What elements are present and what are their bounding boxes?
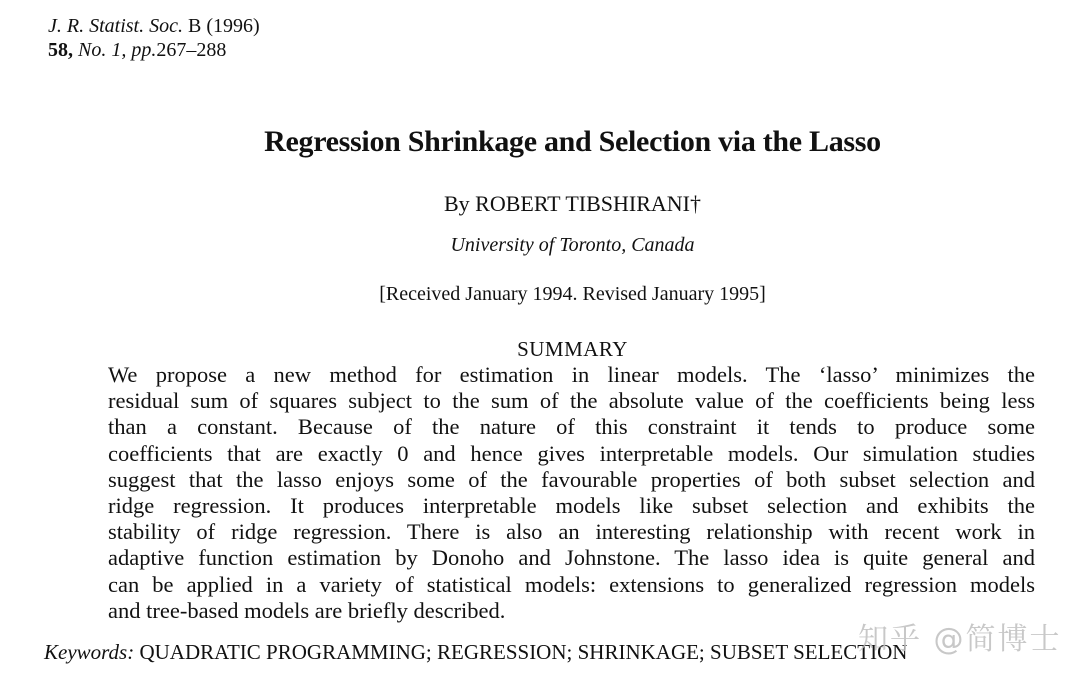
- abstract-line: adaptive function estimation by Donoho and Johnstone. The lasso idea is quite general and: [108, 545, 1035, 571]
- watermark: 知乎 @简博士: [858, 622, 1062, 657]
- abstract-line: coefficients that are exactly 0 and hence gives interpretable models. Our simulation studies: [108, 440, 1035, 466]
- abstract-line: and tree-based models are briefly described.: [108, 597, 506, 623]
- journal-citation: [48, 14, 260, 62]
- journal-line-1: [48, 14, 260, 38]
- summary-heading: SUMMARY: [517, 337, 628, 361]
- journal-issue: No. 1,: [78, 39, 127, 61]
- abstract-line: residual sum of squares subject to the sum of the absolute value of the coefficients being less: [108, 388, 1035, 414]
- paper-author: By ROBERT TIBSHIRANI†: [443, 191, 701, 216]
- abstract-line: stability of ridge regression. There is also an interesting relationship with recent work in: [108, 519, 1035, 545]
- abstract-line: ridge regression. It produces interpretable models like subset selection and exhibits the: [108, 492, 1035, 518]
- author-affiliation: University of Toronto, Canada: [450, 234, 695, 256]
- abstract-line: suggest that the lasso enjoys some of the favourable properties of both subset selection and: [108, 466, 1035, 492]
- journal-name: J. R. Statist. Soc.: [48, 15, 183, 37]
- journal-volume: 58,: [48, 39, 73, 61]
- abstract-line: We propose a new method for estimation in linear models. The ‘lasso’ minimizes the: [108, 362, 1035, 387]
- journal-line-2: [48, 38, 260, 62]
- abstract-line: can be applied in a variety of statistical models: extensions to generalized regression models: [108, 571, 1035, 597]
- paper-title: Regression Shrinkage and Selection via the Lasso: [264, 125, 881, 158]
- journal-pages-label: pp.: [131, 39, 157, 61]
- journal-series: B (1996): [187, 15, 260, 37]
- journal-pages: 267–288: [156, 39, 227, 61]
- received-dates: [Received January 1994. Revised January 1995]: [379, 283, 766, 305]
- abstract-line: than a constant. Because of the nature of this constraint it tends to produce some: [108, 414, 1035, 440]
- keywords: [44, 640, 907, 665]
- keywords-label: Keywords:: [44, 640, 135, 664]
- keywords-text: QUADRATIC PROGRAMMING; REGRESSION; SHRINKAGE; SUBSET SELECTION: [139, 640, 908, 664]
- abstract: [108, 362, 1035, 624]
